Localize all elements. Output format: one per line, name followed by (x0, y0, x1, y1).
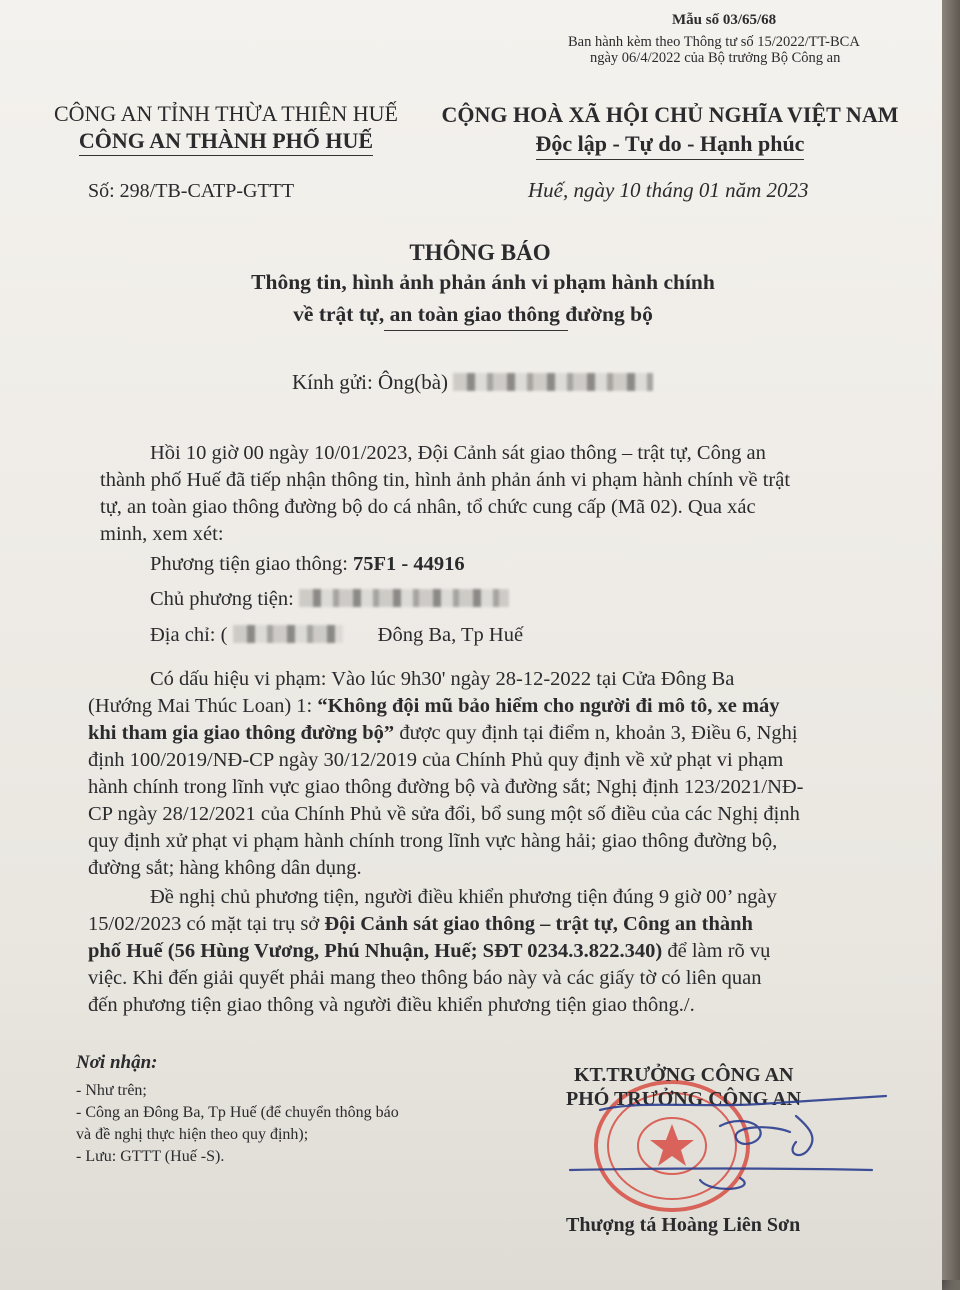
receiver-item: - Công an Đông Ba, Tp Huế (để chuyển thông báo (76, 1104, 399, 1121)
text-line: phố Huế (56 Hùng Vương, Phú Nhuận, Huế; SĐT 0234.3.822.340) để làm rõ vụ (88, 940, 771, 962)
signature-title-1: KT.TRƯỞNG CÔNG AN (574, 1064, 794, 1086)
form-issued-line-2: ngày 06/4/2022 của Bộ trưởng Bộ Công an (590, 50, 841, 66)
office-address: phố Huế (56 Hùng Vương, Phú Nhuận, Huế; SĐT 0234.3.822.340) (88, 940, 663, 962)
receiver-item: và đề nghị thực hiện theo quy định); (76, 1126, 309, 1143)
document-subtitle-1: Thông tin, hình ảnh phản ánh vi phạm hành chính (251, 270, 715, 294)
agency-parent: CÔNG AN TỈNH THỪA THIÊN HUẾ (53, 101, 398, 126)
address-tail: Đông Ba, Tp Huế (377, 624, 524, 646)
receiver-item: - Lưu: GTTT (Huế -S). (76, 1148, 225, 1165)
paragraph-request (88, 884, 870, 1019)
nation-name: CỘNG HOÀ XÃ HỘI CHỦ NGHĨA VIỆT NAM (441, 102, 899, 127)
redacted-owner-name (299, 589, 509, 607)
document-date: Huế, ngày 10 tháng 01 năm 2023 (528, 178, 809, 202)
receiver-item: - Như trên; (76, 1082, 147, 1099)
title-underline (384, 330, 568, 331)
redacted-address (233, 625, 343, 643)
text-line: việc. Khi đến giải quyết phải mang theo thông báo này và các giấy tờ có liên quan (88, 967, 762, 989)
form-issued-line-1: Ban hành kèm theo Thông tư số 15/2022/TT-BCA (568, 34, 860, 50)
text-line: đường sắt; hàng không dân dụng. (88, 857, 362, 879)
vehicle-label: Phương tiện giao thông: (150, 553, 354, 575)
signer-name: Thượng tá Hoàng Liên Sơn (566, 1214, 801, 1236)
office-name: Đội Cảnh sát giao thông – trật tự, Công an thành (324, 913, 753, 935)
handwritten-signature-icon (560, 1080, 900, 1200)
form-number: Mẫu số 03/65/68 (672, 12, 777, 28)
paragraph-violation (88, 666, 870, 882)
owner-label: Chủ phương tiện: (150, 588, 299, 610)
agency-name: CÔNG AN THÀNH PHỐ HUẾ (79, 127, 373, 156)
text-line: quy định xử phạt vi phạm hành chính trong lĩnh vực hàng hải; giao thông đường bộ, (88, 830, 778, 852)
nation-header (420, 100, 920, 160)
text-line: đến phương tiện giao thông và người điều khiển phương tiện giao thông./. (88, 994, 695, 1016)
recipient-line (292, 370, 653, 395)
document-title: THÔNG BÁO (409, 240, 551, 265)
paragraph-intro (100, 440, 878, 548)
document-subtitle-2: về trật tự, an toàn giao thông đường bộ (293, 302, 653, 326)
violation-text: “Không đội mũ bảo hiểm cho người đi mô tô, xe máy (317, 695, 780, 717)
violation-text: khi tham gia giao thông đường bộ” (88, 722, 395, 744)
text-line: minh, xem xét: (100, 523, 224, 545)
background-edge (942, 0, 960, 1280)
text-line: Đề nghị chủ phương tiện, người điều khiển phương tiện đúng 9 giờ 00’ ngày (150, 886, 777, 908)
text-line: định 100/2019/NĐ-CP ngày 30/12/2019 của Chính Phủ quy định về xử phạt vi phạm (88, 749, 784, 771)
text-line: khi tham gia giao thông đường bộ” được quy định tại điểm n, khoản 3, Điều 6, Nghị (88, 722, 798, 744)
owner-line (150, 588, 509, 611)
signature-title-2: PHÓ TRƯỞNG CÔNG AN (566, 1088, 802, 1110)
text-line: hành chính trong lĩnh vực giao thông đường bộ và đường sắt; Nghị định 123/2021/NĐ- (88, 776, 804, 798)
text-line: tự, an toàn giao thông đường bộ do cá nhân, tổ chức cung cấp (Mã 02). Qua xác (100, 496, 756, 518)
text-line: 15/02/2023 có mặt tại trụ sở Đội Cảnh sát giao thông – trật tự, Công an thành (88, 913, 753, 935)
redacted-recipient-name (453, 373, 653, 391)
recipient-label: Kính gửi: Ông(bà) (292, 370, 449, 394)
receivers-title: Nơi nhận: (76, 1052, 158, 1073)
text-line: CP ngày 28/12/2021 của Chính Phủ về sửa đổi, bổ sung một số điều của các Nghị định (88, 803, 800, 825)
vehicle-plate: 75F1 - 44916 (353, 553, 465, 575)
text-line: (Hướng Mai Thúc Loan) 1: “Không đội mũ bảo hiểm cho người đi mô tô, xe máy (88, 695, 780, 717)
text-line: Có dấu hiệu vi phạm: Vào lúc 9h30' ngày 28-12-2022 tại Cửa Đông Ba (150, 668, 735, 690)
nation-motto: Độc lập - Tự do - Hạnh phúc (536, 129, 805, 160)
address-line (150, 624, 523, 647)
text-line: Hồi 10 giờ 00 ngày 10/01/2023, Đội Cảnh sát giao thông – trật tự, Công an (150, 442, 766, 464)
vehicle-line (150, 553, 465, 576)
text-line: thành phố Huế đã tiếp nhận thông tin, hình ảnh phản ánh vi phạm hành chính về trật (100, 469, 791, 491)
agency-header (40, 100, 412, 156)
address-label: Địa chỉ: ( (150, 624, 228, 646)
document-number: Số: 298/TB-CATP-GTTT (88, 180, 295, 202)
